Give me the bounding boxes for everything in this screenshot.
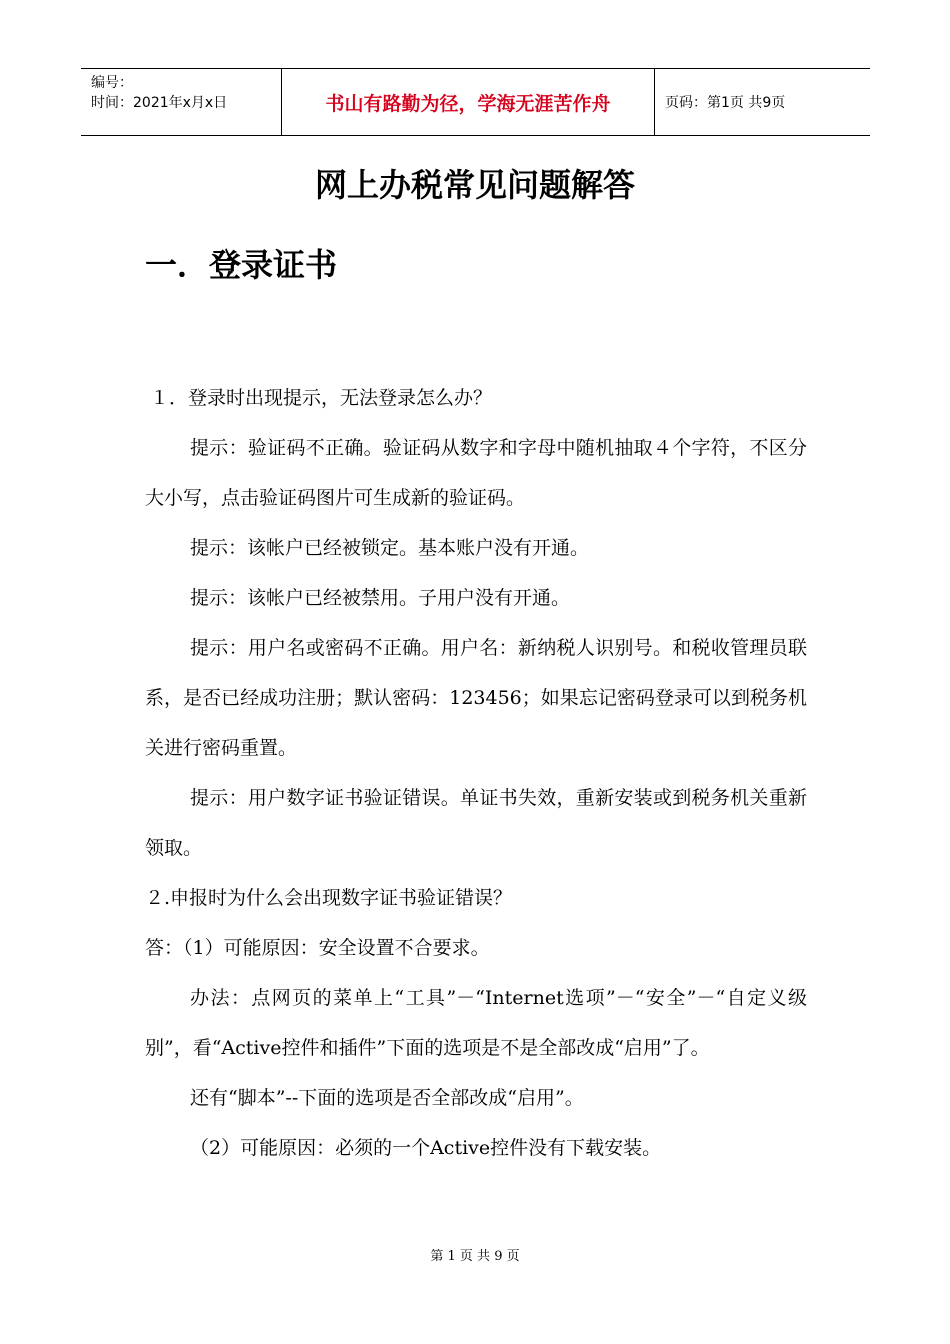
page-footer: 第 1 页 共 9 页 [430,1249,520,1264]
question-1: １．登录时出现提示，无法登录怎么办？ [150,387,493,409]
paragraph-tip-disabled: 提示：该帐户已经被禁用。子用户没有开通。 [190,587,571,609]
header-number-label: 编号： [91,75,133,91]
paragraph-tip-password: 提示：用户名或密码不正确。用户名：新纳税人识别号。和税收管理员联系，是否已经成功注册；默认密码：123456；如果忘记密码登录可以到税务机关进行密码重置。 [145,637,807,759]
header-meta [81,69,281,135]
answer-1: 答：（1）可能原因：安全设置不合要求。 [145,937,490,959]
question-2: ２.申报时为什么会出现数字证书验证错误？ [145,887,513,909]
header-date: 时间：2021年x月x日 [91,95,228,111]
document-title: 网上办税常见问题解答 [314,166,635,204]
paragraph-tip-certificate: 提示：用户数字证书验证错误。单证书失效，重新安装或到税务机关重新领取。 [145,787,807,859]
header-motto: 书山有路勤为径，学海无涯苦作舟 [281,69,655,135]
paragraph-tip-captcha: 提示：验证码不正确。验证码从数字和字母中随机抽取４个字符，不区分大小写，点击验证码图片可生成新的验证码。 [145,437,807,509]
answer-2: （2）可能原因：必须的一个Active控件没有下载安装。 [190,1137,662,1159]
paragraph-tip-locked: 提示：该帐户已经被锁定。基本账户没有开通。 [190,537,590,559]
header-page-info: 页码：第1页 共9页 [665,95,786,111]
document-header [81,68,870,136]
document-body [145,373,807,1173]
paragraph-script: 还有“脚本”--下面的选项是否全部改成“启用”。 [190,1087,584,1109]
paragraph-method: 办法：点网页的菜单上“工具”－“Internet选项”－“安全”－“自定义级别”，看“Active控件和插件”下面的选项是不是全部改成“启用”了。 [145,987,807,1059]
section-heading: 一．登录证书 [145,246,338,284]
